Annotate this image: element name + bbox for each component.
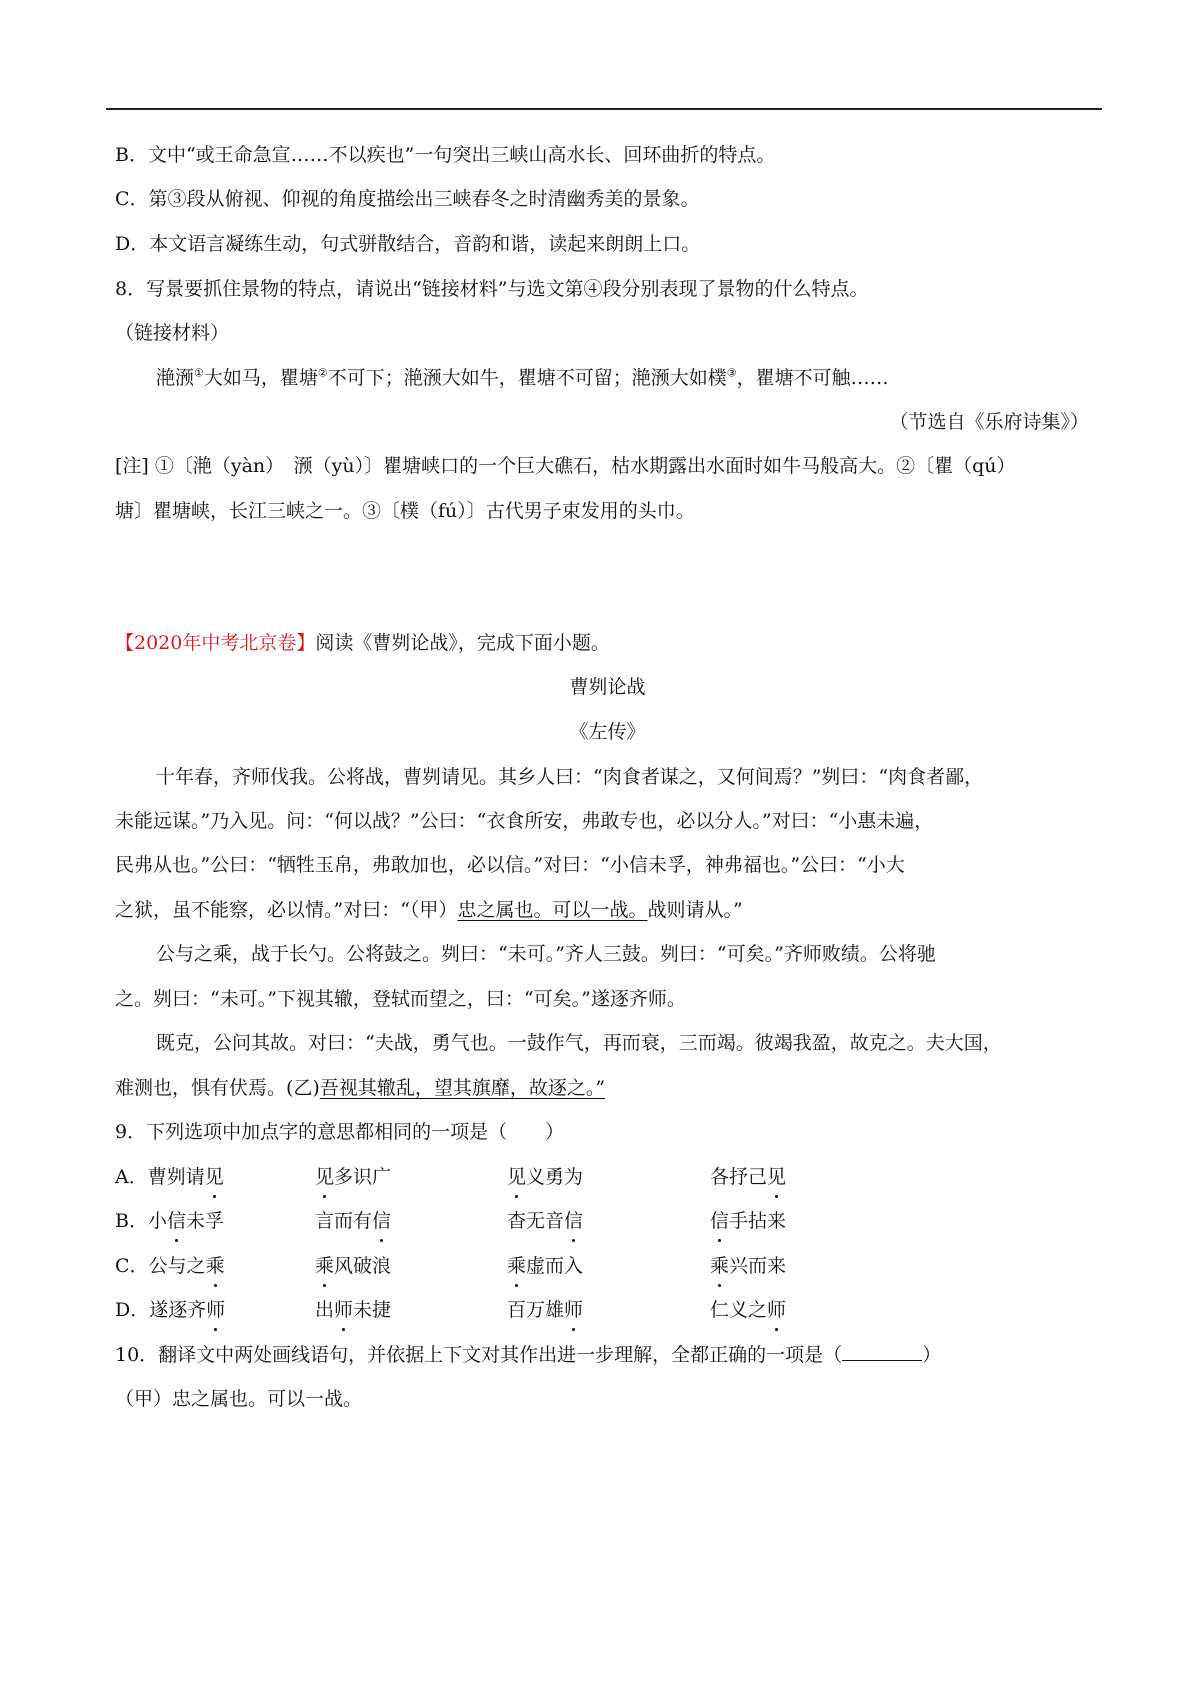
dotted-character: 师 (564, 1296, 583, 1324)
dotted-character: 信 (372, 1207, 391, 1235)
dotted-character: 信 (564, 1207, 583, 1235)
dotted-character: 乘 (507, 1252, 526, 1280)
material-text: 滟滪①大如马，瞿塘②不可下；滟滪大如牛，瞿塘不可留；滟滪大如樸③，瞿塘不可触…… (156, 366, 889, 389)
q7-option-d: D．本文语言凝练生动，句式骈散结合，音韵和谐，读起来朗朗上口。 (115, 233, 701, 255)
passage-line: 之。刿曰：“未可。”下视其辙，登轼而望之，曰：“可矣。”遂逐齐师。 (115, 988, 686, 1010)
underlined-sentence-jia: 忠之属也。可以一战。 (457, 899, 648, 921)
q9-stem: 9．下列选项中加点字的意思都相同的一项是（ ） (115, 1121, 565, 1143)
q9-option-item: 见多识广 (315, 1163, 391, 1191)
q8-stem: 8．写景要抓住景物的特点，请说出“链接材料”与选文第④段分别表现了景物的什么特点。 (115, 278, 869, 300)
q9-option-item: D．遂逐齐师 (115, 1296, 225, 1324)
section-heading: 【2020年中考北京卷】阅读《曹刿论战》，完成下面小题。 (115, 632, 610, 654)
q9-option-item: 信手拈来 (710, 1207, 786, 1235)
q9-option-letter: A． (115, 1166, 148, 1188)
q9-option-item: 乘风破浪 (315, 1252, 391, 1280)
q9-option-item: 乘虚而入 (507, 1252, 583, 1280)
material-label: （链接材料） (115, 322, 230, 344)
q9-option-letter: C． (115, 1255, 149, 1277)
dotted-character: 师 (767, 1296, 786, 1324)
q9-option-letter: D． (115, 1299, 150, 1321)
material-source: （节选自《乐府诗集》） (889, 411, 1089, 433)
dotted-character: 见 (205, 1163, 224, 1191)
q9-option-item: B．小信未孚 (115, 1207, 224, 1235)
dotted-character: 见 (315, 1163, 334, 1191)
passage-author: 《左传》 (569, 721, 646, 743)
q9-option-item: 见义勇为 (507, 1163, 583, 1191)
dotted-character: 见 (767, 1163, 786, 1191)
q9-option-item: 言而有信 (315, 1207, 391, 1235)
q9-option-item: 百万雄师 (507, 1296, 583, 1324)
passage-line: 民弗从也。”公曰：“牺牲玉帛，弗敢加也，必以信。”对曰：“小信未孚，神弗福也。”公曰：“小大 (115, 854, 905, 876)
note-line-1: [注] ①〔滟（yàn） 滪（yù）〕瞿塘峡口的一个巨大礁石，枯水期露出水面时如牛马般高大。②〔瞿（qú） (115, 455, 1016, 477)
passage-line: 既克，公问其故。对曰：“夫战，勇气也。一鼓作气，再而衰，三而竭。彼竭我盈，故克之。夫大国， (156, 1032, 1002, 1054)
passage-title: 曹刿论战 (569, 676, 646, 698)
q7-option-b: B．文中“或王命急宣……不以疾也”一句突出三峡山高水长、回环曲折的特点。 (115, 144, 776, 166)
q9-option-item: 出师未捷 (315, 1296, 391, 1324)
exam-source-tag: 【2020年中考北京卷】 (115, 632, 316, 654)
q9-option-item: A．曹刿请见 (115, 1163, 224, 1191)
passage-line: 公与之乘，战于长勺。公将鼓之。刿曰：“未可。”齐人三鼓。刿曰：“可矣。”齐师败绩。公将驰 (156, 943, 936, 965)
q10-stem: 10．翻译文中两处画线语句，并依据上下文对其作出进一步理解，全都正确的一项是（ ） (115, 1340, 1100, 1369)
q9-option-item: 乘兴而来 (710, 1252, 786, 1280)
answer-blank (842, 1340, 922, 1361)
q10-jia: （甲）忠之属也。可以一战。 (115, 1388, 363, 1410)
dotted-character: 见 (507, 1163, 526, 1191)
underlined-sentence-yi: 吾视其辙乱，望其旗靡，故逐之。” (319, 1077, 606, 1099)
q9-option-item: 杳无音信 (507, 1207, 583, 1235)
q9-option-item: 仁义之师 (710, 1296, 786, 1324)
passage-line: 之狱，虽不能察，必以情。”对曰：“（甲）忠之属也。可以一战。战则请从。” (115, 899, 743, 921)
dotted-character: 师 (334, 1296, 353, 1324)
q9-option-letter: B． (115, 1210, 148, 1232)
dotted-character: 乘 (710, 1252, 729, 1280)
q9-option-item: C．公与之乘 (115, 1252, 225, 1280)
dotted-character: 乘 (206, 1252, 225, 1280)
note-line-2: 塘〕瞿塘峡，长江三峡之一。③〔樸（fú）〕古代男子束发用的头巾。 (115, 500, 695, 522)
passage-line: 十年春，齐师伐我。公将战，曹刿请见。其乡人曰：“肉食者谋之，又何间焉？”刿曰：“肉食者鄙， (156, 766, 984, 788)
q7-option-c: C．第③段从俯视、仰视的角度描绘出三峡春冬之时清幽秀美的景象。 (115, 188, 700, 210)
dotted-character: 乘 (315, 1252, 334, 1280)
dotted-character: 信 (167, 1207, 186, 1235)
dotted-character: 信 (710, 1207, 729, 1235)
passage-line: 难测也，惧有伏焉。(乙)吾视其辙乱，望其旗靡，故逐之。” (115, 1077, 606, 1099)
q9-option-item: 各抒己见 (710, 1163, 786, 1191)
passage-line: 未能远谋。”乃入见。问：“何以战？”公曰：“衣食所安，弗敢专也，必以分人。”对曰：“小惠未遍， (115, 810, 934, 832)
dotted-character: 师 (206, 1296, 225, 1324)
header-rule (106, 108, 1102, 110)
